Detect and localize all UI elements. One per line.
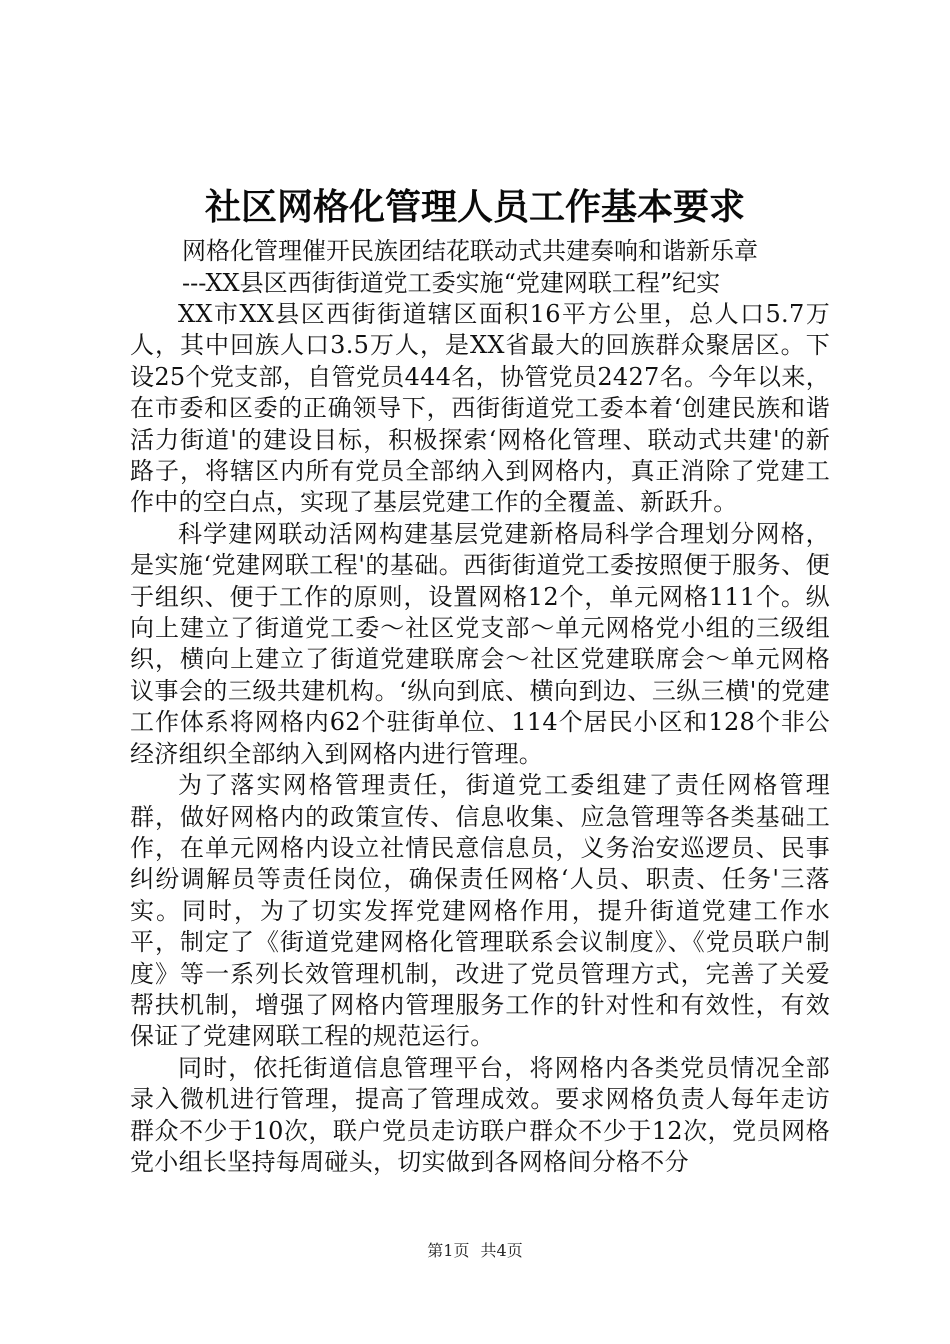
paragraph-4: 同时，依托街道信息管理平台，将网格内各类党员情况全部录入微机进行管理，提高了管理成效。要求网格负责人每年走访群众不少于10次，联户党员走访联户群众不少于12次，党员网格党小组长坚持每周碰头，切实做到各网格间分格不分 (130, 1053, 830, 1176)
document-title: 社区网格化管理人员工作基本要求 (204, 186, 745, 228)
page-number: 第1页 (427, 1241, 470, 1260)
paragraph-1: XX市XX县区西街街道辖区面积16平方公里，总人口5.7万人，其中回族人口3.5万人，是XX省最大的回族群众聚居区。下设25个党支部，自管党员444名，协管党员2427名。今年以来，在市委和区委的正确领导下，西街街道党工委本着‘创建民族和谐活力街道'的建设目标，积极探索‘网格化管理、联动式共建'的新路子，将辖区内所有党员全部纳入到网格内，真正消除了党建工作中的空白点，实现了基层党建工作的全覆盖、新跃升。 (130, 300, 830, 517)
document-body (130, 299, 830, 1178)
subtitle-line-1: 网格化管理催开民族团结花联动式共建奏响和谐新乐章 (182, 237, 758, 265)
page-total: 共4页 (480, 1241, 523, 1260)
paragraph-3: 为了落实网格管理责任，街道党工委组建了责任网格管理群，做好网格内的政策宣传、信息收集、应急管理等各类基础工作，在单元网格内设立社情民意信息员，义务治安巡逻员、民事纠纷调解员等责任岗位，确保责任网格‘人员、职责、任务'三落实。同时，为了切实发挥党建网格作用，提升街道党建工作水平，制定了《街道党建网格化管理联系会议制度》、《党员联户制度》等一系列长效管理机制，改进了党员管理方式，完善了关爱帮扶机制，增强了网格内管理服务工作的针对性和有效性，有效保证了党建网联工程的规范运行。 (130, 771, 830, 1051)
subtitle-line-2: ---XX县区西街街道党工委实施“党建网联工程”纪实 (182, 269, 721, 297)
paragraph-2: 科学建网联动活网构建基层党建新格局科学合理划分网格，是实施‘党建网联工程'的基础。西街街道党工委按照便于服务、便于组织、便于工作的原则，设置网格12个，单元网格111个。纵向上建立了街道党工委～社区党支部～单元网格党小组的三级组织，横向上建立了街道党建联席会～社区党建联席会～单元网格议事会的三级共建机构。‘纵向到底、横向到边、三纵三横'的党建工作体系将网格内62个驻街单位、114个居民小区和128个非公经济组织全部纳入到网格内进行管理。 (130, 519, 830, 768)
page-footer (0, 1240, 950, 1262)
